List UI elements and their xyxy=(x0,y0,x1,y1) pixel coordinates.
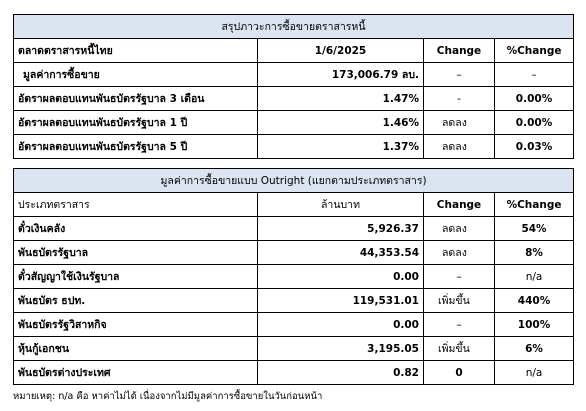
row-value: 3,195.05 xyxy=(258,337,424,361)
row-change: 0 xyxy=(424,361,495,385)
table-row xyxy=(14,313,574,337)
row-change: – xyxy=(424,265,495,289)
summary-header-row xyxy=(14,39,574,63)
row-label: พันธบัตรรัฐวิสาหกิจ xyxy=(14,313,258,337)
row-label: พันธบัตรรัฐบาล xyxy=(14,241,258,265)
type-header: ประเภทตราสาร xyxy=(14,193,258,217)
row-pct: – xyxy=(495,63,574,87)
row-value: 0.00 xyxy=(258,265,424,289)
row-value: 44,353.54 xyxy=(258,241,424,265)
outright-table xyxy=(13,168,574,385)
table-row xyxy=(14,217,574,241)
table-row xyxy=(14,289,574,313)
table-row xyxy=(14,265,574,289)
summary-title-row xyxy=(14,15,574,39)
outright-title-row xyxy=(14,169,574,193)
row-change: เพิ่มขึ้น xyxy=(424,289,495,313)
market-header: ตลาดตราสารหนี้ไทย xyxy=(14,39,258,63)
table-row xyxy=(14,241,574,265)
row-value: 0.82 xyxy=(258,361,424,385)
unit-header: ล้านบาท xyxy=(258,193,424,217)
row-change: - xyxy=(424,87,495,111)
outright-title: มูลค่าการซื้อขายแบบ Outright (แยกตามประเภทตราสาร) xyxy=(14,169,574,193)
change-header: Change xyxy=(424,193,495,217)
row-change: – xyxy=(424,63,495,87)
row-label: อัตราผลตอบแทนพันธบัตรรัฐบาล 5 ปี xyxy=(14,135,258,159)
row-change: ลดลง xyxy=(424,241,495,265)
pct-change-header: %Change xyxy=(495,39,574,63)
table-row xyxy=(14,337,574,361)
table-row xyxy=(14,87,574,111)
row-value: 119,531.01 xyxy=(258,289,424,313)
row-change: ลดลง xyxy=(424,217,495,241)
row-change: ลดลง xyxy=(424,111,495,135)
row-change: – xyxy=(424,313,495,337)
row-label: อัตราผลตอบแทนพันธบัตรรัฐบาล 3 เดือน xyxy=(14,87,258,111)
row-label: พันธบัตรต่างประเทศ xyxy=(14,361,258,385)
summary-title: สรุปภาวะการซื้อขายตราสารหนี้ xyxy=(14,15,574,39)
date-header: 1/6/2025 xyxy=(258,39,424,63)
footnote: หมายเหตุ: n/a คือ หาค่าไม่ได้ เนื่องจากไม่มีมูลค่าการซื้อขายในวันก่อนหน้า xyxy=(13,391,323,402)
row-label: หุ้นกู้เอกชน xyxy=(14,337,258,361)
row-label: อัตราผลตอบแทนพันธบัตรรัฐบาล 1 ปี xyxy=(14,111,258,135)
row-pct: 8% xyxy=(495,241,574,265)
row-label: ตั๋วเงินคลัง xyxy=(14,217,258,241)
row-value: 1.47% xyxy=(258,87,424,111)
pct-change-header: %Change xyxy=(495,193,574,217)
row-pct: 0.03% xyxy=(495,135,574,159)
row-pct: 100% xyxy=(495,313,574,337)
row-pct: 54% xyxy=(495,217,574,241)
change-header: Change xyxy=(424,39,495,63)
row-pct: n/a xyxy=(495,265,574,289)
row-pct: 6% xyxy=(495,337,574,361)
row-value: 1.46% xyxy=(258,111,424,135)
row-change: ลดลง xyxy=(424,135,495,159)
row-label: มูลค่าการซื้อขาย xyxy=(14,63,258,87)
row-label: พันธบัตร ธปท. xyxy=(14,289,258,313)
trading-summary-table xyxy=(13,14,574,159)
row-value: 1.37% xyxy=(258,135,424,159)
outright-header-row xyxy=(14,193,574,217)
row-change: เพิ่มขึ้น xyxy=(424,337,495,361)
row-value: 0.00 xyxy=(258,313,424,337)
row-pct: n/a xyxy=(495,361,574,385)
row-label: ตั๋วสัญญาใช้เงินรัฐบาล xyxy=(14,265,258,289)
row-pct: 440% xyxy=(495,289,574,313)
table-row xyxy=(14,63,574,87)
row-pct: 0.00% xyxy=(495,111,574,135)
table-row xyxy=(14,135,574,159)
row-pct: 0.00% xyxy=(495,87,574,111)
table-row xyxy=(14,111,574,135)
row-value: 5,926.37 xyxy=(258,217,424,241)
row-value: 173,006.79 ลบ. xyxy=(258,63,424,87)
table-row xyxy=(14,361,574,385)
